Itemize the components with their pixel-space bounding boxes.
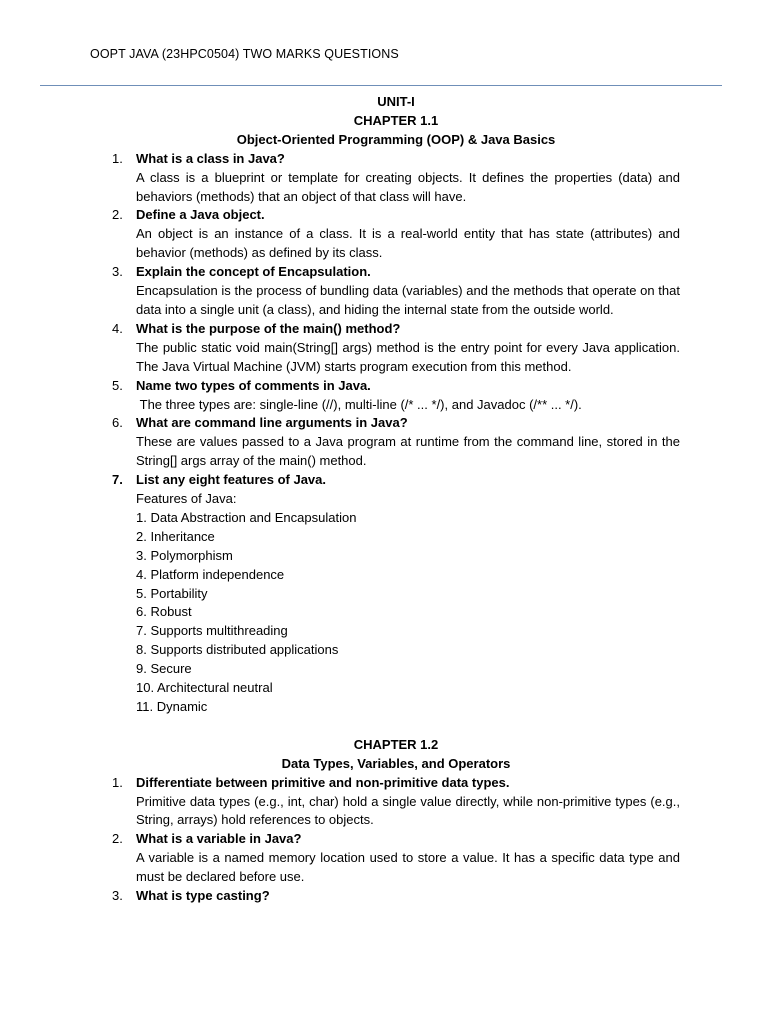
question-number: 3.	[112, 264, 123, 280]
question-number: 7.	[112, 472, 123, 488]
question-item	[112, 471, 680, 490]
question-item	[112, 206, 680, 225]
answer-text: A variable is a named memory location used to store a value. It has a specific data type and must be declared before use.	[136, 850, 680, 885]
feature-item: 4. Platform independence	[136, 566, 285, 582]
question-item	[112, 774, 680, 793]
feature-item: 1. Data Abstraction and Encapsulation	[136, 509, 357, 525]
answer-text: An object is an instance of a class. It is a real-world entity that has state (attributes) and behavior (methods) as defined by its class.	[136, 226, 680, 261]
feature-item: 7. Supports multithreading	[136, 623, 288, 639]
question-item	[112, 887, 680, 906]
question-text: Explain the concept of Encapsulation.	[136, 264, 371, 280]
question-item	[112, 377, 680, 396]
page-header-title: OOPT JAVA (23HPC0504) TWO MARKS QUESTIONS	[90, 47, 399, 61]
answer-text: Encapsulation is the process of bundling data (variables) and the methods that operate on that data into a single unit (a class), and hiding the internal state from the outside world.	[136, 283, 680, 317]
question-number: 6.	[112, 415, 123, 431]
chapter-1-title: CHAPTER 1.1	[353, 112, 439, 128]
answer-text: Primitive data types (e.g., int, char) hold a single value directly, while non-primitive types (e.g., String, arrays) hold references to objects.	[136, 793, 680, 828]
feature-item: 11. Dynamic	[136, 699, 208, 714]
question-number: 4.	[112, 320, 123, 336]
unit-heading: UNIT-I	[377, 94, 415, 109]
question-number: 2.	[112, 831, 123, 847]
answer-text: Features of Java:	[136, 491, 237, 507]
question-text: List any eight features of Java.	[136, 472, 327, 488]
feature-item: 6. Robust	[136, 604, 192, 620]
question-item	[112, 263, 680, 282]
header-divider	[40, 85, 722, 86]
question-text: Name two types of comments in Java.	[136, 377, 371, 393]
feature-item: 10. Architectural neutral	[136, 680, 273, 696]
question-text: Define a Java object.	[136, 207, 265, 223]
feature-item: 2. Inheritance	[136, 528, 215, 544]
feature-item: 5. Portability	[136, 585, 208, 601]
question-number: 5.	[112, 377, 123, 393]
question-text: Differentiate between primitive and non-primitive data types.	[136, 774, 510, 790]
question-text: What is the purpose of the main() method?	[136, 320, 401, 336]
question-number: 3.	[112, 888, 123, 904]
features-list	[136, 509, 680, 717]
section-spacer	[112, 717, 680, 736]
question-item	[112, 830, 680, 849]
feature-item: 3. Polymorphism	[136, 547, 233, 563]
answer-text: The public static void main(String[] args) method is the entry point for every Java application. The Java Virtual Machine (JVM) starts program execution from this method.	[136, 339, 680, 374]
chapter-2-title: CHAPTER 1.2	[353, 736, 439, 752]
feature-item: 8. Supports distributed applications	[136, 642, 339, 658]
answer-text: The three types are: single-line (//), multi-line (/* ... */), and Javadoc (/** ... */).	[136, 396, 582, 412]
question-item	[112, 414, 680, 433]
question-text: What is a class in Java?	[136, 150, 285, 166]
answer-text: A class is a blueprint or template for creating objects. It defines the properties (data) and behaviors (methods) that an object of that class will have.	[136, 169, 680, 204]
question-number: 1.	[112, 774, 123, 790]
document-body	[112, 93, 680, 906]
feature-item: 9. Secure	[136, 661, 192, 677]
question-text: What is a variable in Java?	[136, 831, 302, 847]
question-text: What are command line arguments in Java?	[136, 415, 408, 431]
answer-text: These are values passed to a Java program at runtime from the command line, stored in the String[] args array of the main() method.	[136, 434, 680, 469]
chapter-2-subtitle: Data Types, Variables, and Operators	[281, 755, 511, 771]
question-text: What is type casting?	[136, 888, 270, 904]
question-number: 1.	[112, 150, 123, 166]
question-number: 2.	[112, 207, 123, 223]
chapter-1-subtitle: Object-Oriented Programming (OOP) & Java Basics	[236, 131, 556, 147]
question-item	[112, 320, 680, 339]
question-item	[112, 150, 680, 169]
